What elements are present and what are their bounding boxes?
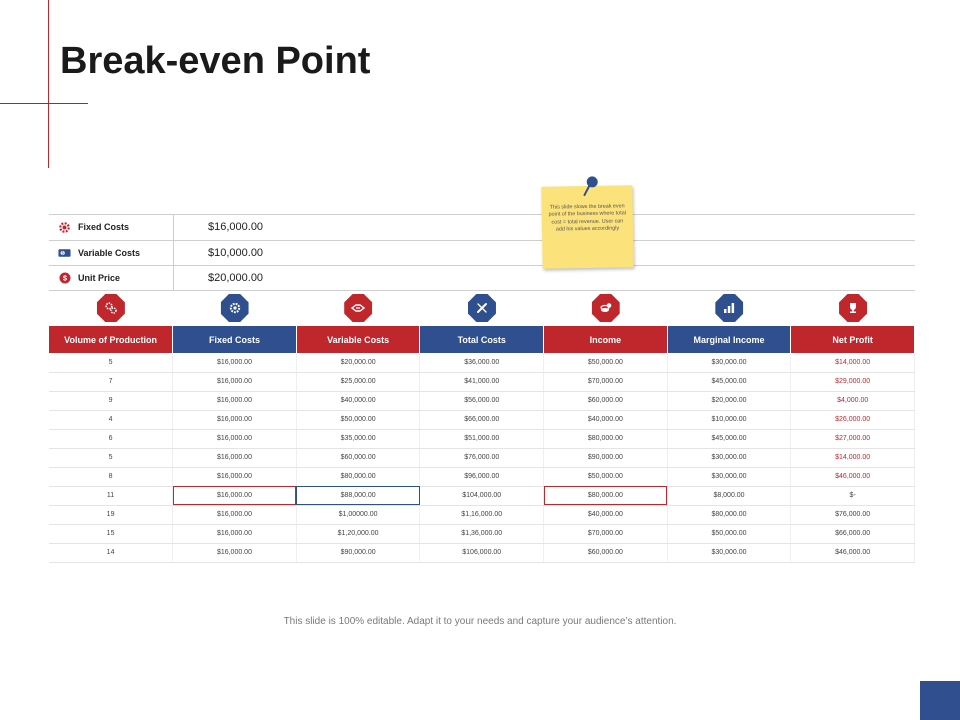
cell-variable-costs: $20,000.00 <box>296 353 420 372</box>
cell-volume: 8 <box>49 467 173 486</box>
table-row <box>49 448 915 467</box>
cell-marginal-income: $45,000.00 <box>667 429 791 448</box>
tools-icon <box>468 294 496 322</box>
cell-income: $80,000.00 <box>544 486 668 505</box>
cell-total-costs: $66,000.00 <box>420 410 544 429</box>
cell-variable-costs: $1,00000.00 <box>296 505 420 524</box>
cell-fixed-costs: $16,000.00 <box>173 448 297 467</box>
chart-icon <box>715 294 743 322</box>
cell-marginal-income: $20,000.00 <box>667 391 791 410</box>
trophy-icon <box>839 294 867 322</box>
cell-total-costs: $96,000.00 <box>420 467 544 486</box>
table-body <box>49 353 915 562</box>
summary-value: $10,000.00 <box>208 246 264 259</box>
cell-variable-costs: $60,000.00 <box>296 448 420 467</box>
summary-table <box>49 214 915 291</box>
cell-variable-costs: $1,20,000.00 <box>296 524 420 543</box>
cell-net-profit: $76,000.00 <box>791 505 915 524</box>
cell-net-profit: $66,000.00 <box>791 524 915 543</box>
header-variable-costs: Variable Costs <box>296 326 420 353</box>
svg-text:$: $ <box>62 273 67 283</box>
cell-income: $70,000.00 <box>544 524 668 543</box>
settings-icon <box>221 294 249 322</box>
cell-income: $90,000.00 <box>544 448 668 467</box>
table-header-row <box>49 326 915 353</box>
cell-marginal-income: $30,000.00 <box>667 543 791 562</box>
sticky-note-text: This slide slows the break even point of the business where total cost = total revenue. User can add his values accordingly <box>548 203 626 233</box>
table-row <box>49 467 915 486</box>
money-icon <box>58 246 71 259</box>
table-row <box>49 429 915 448</box>
pushpin-icon <box>581 175 601 197</box>
cell-net-profit: $14,000.00 <box>791 353 915 372</box>
cell-net-profit: $46,000.00 <box>791 543 915 562</box>
cell-income: $60,000.00 <box>544 391 668 410</box>
cell-net-profit: $29,000.00 <box>791 372 915 391</box>
decorative-horizontal-line <box>0 103 88 104</box>
table-row <box>49 410 915 429</box>
cell-total-costs: $106,000.00 <box>420 543 544 562</box>
summary-divider <box>173 241 174 266</box>
cell-total-costs: $51,000.00 <box>420 429 544 448</box>
cell-net-profit: $26,000.00 <box>791 410 915 429</box>
sticky-note <box>541 185 633 269</box>
cell-total-costs: $1,36,000.00 <box>420 524 544 543</box>
summary-row-variable-costs <box>49 240 915 266</box>
cell-volume: 14 <box>49 543 173 562</box>
handshake-icon <box>344 294 372 322</box>
coins-icon <box>592 294 620 322</box>
cell-total-costs: $104,000.00 <box>420 486 544 505</box>
slide-title: Break-even Point <box>60 40 371 82</box>
header-marginal-income: Marginal Income <box>667 326 791 353</box>
cell-marginal-income: $50,000.00 <box>667 524 791 543</box>
corner-decoration <box>920 681 960 720</box>
table-row <box>49 391 915 410</box>
gears-icon <box>97 294 125 322</box>
table-row <box>49 353 915 372</box>
table-row <box>49 486 915 505</box>
header-income: Income <box>544 326 668 353</box>
cell-total-costs: $56,000.00 <box>420 391 544 410</box>
summary-label: Variable Costs <box>78 247 141 258</box>
cell-total-costs: $36,000.00 <box>420 353 544 372</box>
cell-income: $80,000.00 <box>544 429 668 448</box>
break-even-table <box>49 326 915 563</box>
cell-variable-costs: $25,000.00 <box>296 372 420 391</box>
cell-income: $40,000.00 <box>544 410 668 429</box>
decorative-vertical-line <box>48 0 49 168</box>
cell-marginal-income: $30,000.00 <box>667 448 791 467</box>
table-row <box>49 524 915 543</box>
cell-variable-costs: $88,000.00 <box>296 486 420 505</box>
cell-volume: 5 <box>49 353 173 372</box>
cell-fixed-costs: $16,000.00 <box>173 543 297 562</box>
cell-volume: 7 <box>49 372 173 391</box>
cell-total-costs: $1,16,000.00 <box>420 505 544 524</box>
cell-variable-costs: $90,000.00 <box>296 543 420 562</box>
header-net-profit: Net Profit <box>791 326 915 353</box>
summary-label: Fixed Costs <box>78 222 130 233</box>
summary-row-fixed-costs <box>49 214 915 240</box>
summary-value: $16,000.00 <box>208 221 264 234</box>
cell-income: $70,000.00 <box>544 372 668 391</box>
gear-icon <box>58 221 71 234</box>
table-row <box>49 505 915 524</box>
footer-caption: This slide is 100% editable. Adapt it to your needs and capture your audience’s attention. <box>283 616 677 627</box>
cell-volume: 9 <box>49 391 173 410</box>
cell-total-costs: $41,000.00 <box>420 372 544 391</box>
cell-income: $50,000.00 <box>544 467 668 486</box>
cell-net-profit: $46,000.00 <box>791 467 915 486</box>
cell-volume: 4 <box>49 410 173 429</box>
summary-divider <box>173 215 174 240</box>
summary-divider <box>173 266 174 290</box>
cell-volume: 5 <box>49 448 173 467</box>
header-fixed-costs: Fixed Costs <box>173 326 297 353</box>
cell-fixed-costs: $16,000.00 <box>173 429 297 448</box>
cell-fixed-costs: $16,000.00 <box>173 410 297 429</box>
cell-variable-costs: $35,000.00 <box>296 429 420 448</box>
summary-row-unit-price <box>49 265 915 291</box>
cell-volume: 15 <box>49 524 173 543</box>
cell-variable-costs: $80,000.00 <box>296 467 420 486</box>
cell-marginal-income: $8,000.00 <box>667 486 791 505</box>
summary-label: Unit Price <box>78 272 121 283</box>
cell-variable-costs: $40,000.00 <box>296 391 420 410</box>
cell-income: $60,000.00 <box>544 543 668 562</box>
cell-fixed-costs: $16,000.00 <box>173 505 297 524</box>
cell-net-profit: $14,000.00 <box>791 448 915 467</box>
summary-value: $20,000.00 <box>208 271 264 284</box>
cell-volume: 19 <box>49 505 173 524</box>
cell-volume: 11 <box>49 486 173 505</box>
cell-fixed-costs: $16,000.00 <box>173 372 297 391</box>
dollar-icon <box>58 271 71 284</box>
cell-fixed-costs: $16,000.00 <box>173 524 297 543</box>
cell-net-profit: $27,000.00 <box>791 429 915 448</box>
header-total-costs: Total Costs <box>420 326 544 353</box>
cell-fixed-costs: $16,000.00 <box>173 353 297 372</box>
cell-marginal-income: $30,000.00 <box>667 353 791 372</box>
cell-marginal-income: $45,000.00 <box>667 372 791 391</box>
cell-income: $50,000.00 <box>544 353 668 372</box>
cell-total-costs: $76,000.00 <box>420 448 544 467</box>
cell-volume: 6 <box>49 429 173 448</box>
cell-marginal-income: $80,000.00 <box>667 505 791 524</box>
cell-marginal-income: $10,000.00 <box>667 410 791 429</box>
cell-income: $40,000.00 <box>544 505 668 524</box>
cell-net-profit: $- <box>791 486 915 505</box>
table-row <box>49 543 915 562</box>
cell-net-profit: $4,000.00 <box>791 391 915 410</box>
cell-marginal-income: $30,000.00 <box>667 467 791 486</box>
cell-variable-costs: $50,000.00 <box>296 410 420 429</box>
header-volume-of-production: Volume of Production <box>49 326 173 353</box>
svg-text:$: $ <box>61 250 64 256</box>
column-icons-row <box>49 294 915 322</box>
table-row <box>49 372 915 391</box>
cell-fixed-costs: $16,000.00 <box>173 391 297 410</box>
cell-fixed-costs: $16,000.00 <box>173 486 297 505</box>
cell-fixed-costs: $16,000.00 <box>173 467 297 486</box>
